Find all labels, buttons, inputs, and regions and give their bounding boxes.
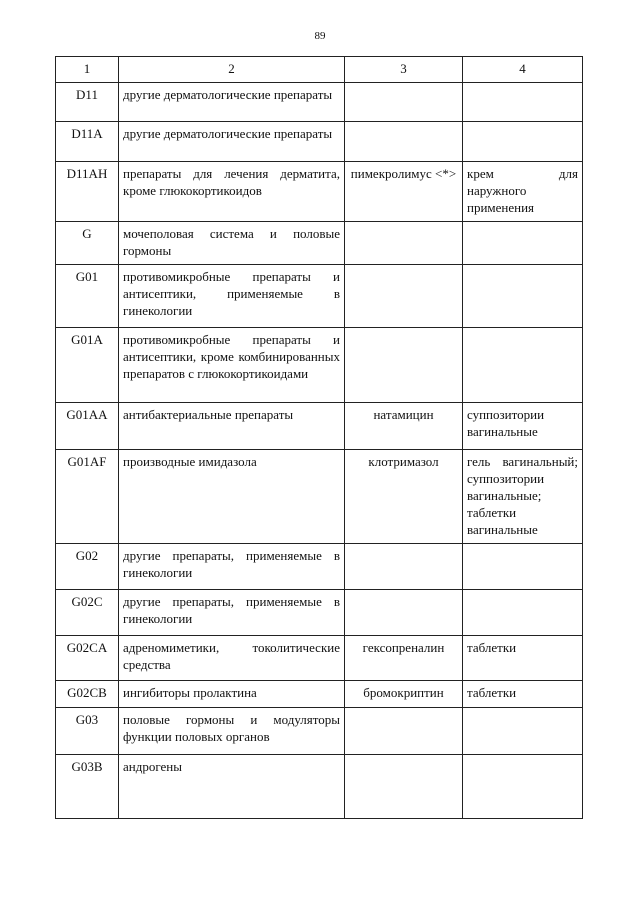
inn-cell: пимекролимус <*> — [345, 162, 463, 222]
table-row — [56, 755, 583, 819]
inn-cell — [345, 708, 463, 755]
form-cell — [463, 265, 583, 328]
form-cell — [463, 755, 583, 819]
form-cell — [463, 83, 583, 122]
header-cell-inn: 3 — [345, 57, 463, 83]
table-row — [56, 590, 583, 636]
form-cell — [463, 122, 583, 162]
inn-cell: натамицин — [345, 403, 463, 450]
name-cell: другие дерматологические препараты — [119, 83, 345, 122]
form-cell: крем для наружного применения — [463, 162, 583, 222]
inn-cell — [345, 222, 463, 265]
table-row — [56, 708, 583, 755]
code-cell: G — [56, 222, 119, 265]
name-cell: другие препараты, применяемые в гинекологии — [119, 590, 345, 636]
table-row — [56, 83, 583, 122]
name-cell: противомикробные препараты и антисептики, применяемые в гинекологии — [119, 265, 345, 328]
name-cell: другие препараты, применяемые в гинекологии — [119, 544, 345, 590]
form-cell: гель вагинальный; суппозитории вагинальные; таблетки вагинальные — [463, 450, 583, 544]
name-cell: половые гормоны и модуляторы функции половых органов — [119, 708, 345, 755]
name-cell: ингибиторы пролактина — [119, 681, 345, 708]
name-cell: адреномиметики, токолитические средства — [119, 636, 345, 681]
code-cell: D11AH — [56, 162, 119, 222]
name-cell: мочеполовая система и половые гормоны — [119, 222, 345, 265]
table-row — [56, 681, 583, 708]
inn-cell — [345, 590, 463, 636]
table-row — [56, 403, 583, 450]
inn-cell — [345, 265, 463, 328]
code-cell: G01AF — [56, 450, 119, 544]
code-cell: G01 — [56, 265, 119, 328]
table-row — [56, 162, 583, 222]
code-cell: G03 — [56, 708, 119, 755]
inn-cell: гексопреналин — [345, 636, 463, 681]
inn-cell — [345, 544, 463, 590]
table-row — [56, 544, 583, 590]
code-cell: D11 — [56, 83, 119, 122]
form-cell — [463, 590, 583, 636]
code-cell: D11A — [56, 122, 119, 162]
header-row — [56, 57, 583, 83]
page-number: 89 — [314, 30, 326, 42]
name-cell: противомикробные препараты и антисептики, кроме комбинированных препаратов с глюкокортикоидами — [119, 328, 345, 403]
code-cell: G03B — [56, 755, 119, 819]
name-cell: андрогены — [119, 755, 345, 819]
name-cell: другие дерматологические препараты — [119, 122, 345, 162]
header-cell-code: 1 — [56, 57, 119, 83]
drug-classification-table — [55, 56, 583, 819]
form-cell: таблетки — [463, 681, 583, 708]
form-cell — [463, 544, 583, 590]
form-cell: суппозитории вагинальные — [463, 403, 583, 450]
inn-cell — [345, 328, 463, 403]
table-row — [56, 328, 583, 403]
table-row — [56, 636, 583, 681]
code-cell: G02 — [56, 544, 119, 590]
code-cell: G02CA — [56, 636, 119, 681]
form-cell: таблетки — [463, 636, 583, 681]
code-cell: G01AA — [56, 403, 119, 450]
table-row — [56, 122, 583, 162]
inn-cell: клотримазол — [345, 450, 463, 544]
code-cell: G02CB — [56, 681, 119, 708]
inn-cell — [345, 122, 463, 162]
name-cell: препараты для лечения дерматита, кроме глюкокортикоидов — [119, 162, 345, 222]
name-cell: производные имидазола — [119, 450, 345, 544]
code-cell: G01A — [56, 328, 119, 403]
header-cell-name: 2 — [119, 57, 345, 83]
form-cell — [463, 222, 583, 265]
form-cell — [463, 328, 583, 403]
inn-cell — [345, 83, 463, 122]
form-cell — [463, 708, 583, 755]
table-row — [56, 222, 583, 265]
table-row — [56, 450, 583, 544]
inn-cell — [345, 755, 463, 819]
inn-cell: бромокриптин — [345, 681, 463, 708]
header-cell-form: 4 — [463, 57, 583, 83]
table-row — [56, 265, 583, 328]
code-cell: G02C — [56, 590, 119, 636]
name-cell: антибактериальные препараты — [119, 403, 345, 450]
